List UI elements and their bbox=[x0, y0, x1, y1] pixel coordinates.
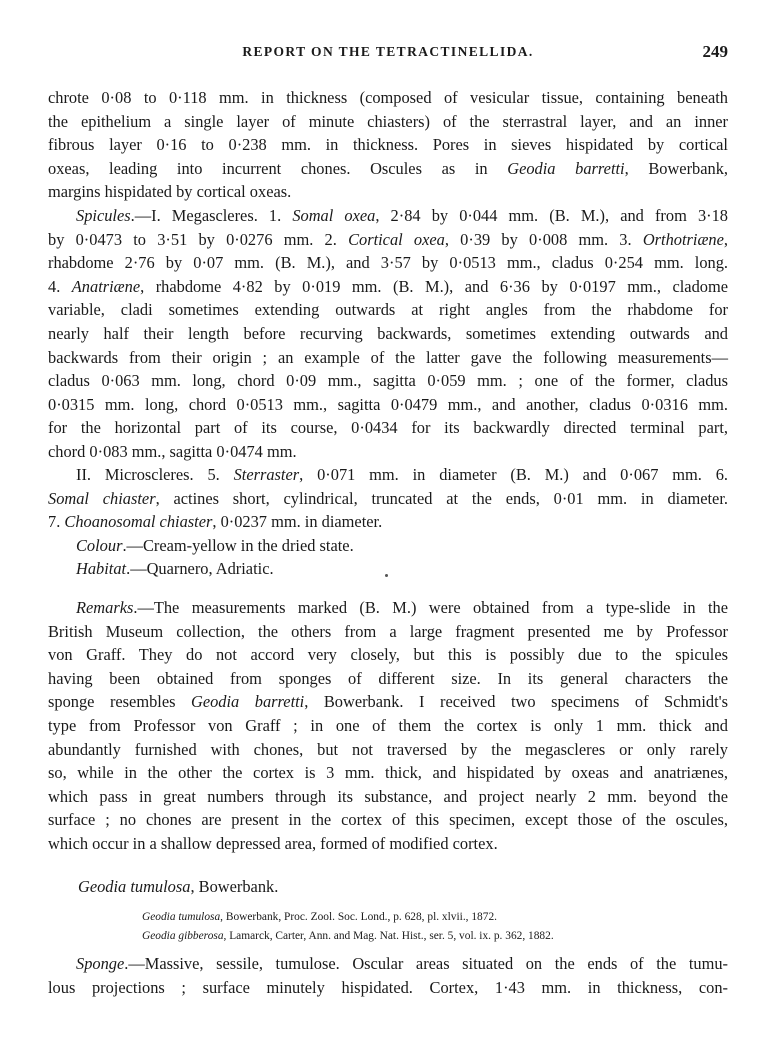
text-line: fibrous layer 0·16 to 0·238 mm. in thickness. Pores in sieves hispidated by cortical bbox=[48, 135, 728, 155]
spicule-name: Sterraster bbox=[233, 465, 300, 484]
text-line: British Museum collection, the others from a large fragment presented me by Professor bbox=[48, 621, 728, 641]
section-label: Habitat bbox=[76, 559, 127, 578]
text-line bbox=[48, 534, 728, 558]
text-line: the epithelium a single layer of minute chiasters) of the sterrastral layer, and an inner bbox=[48, 111, 728, 131]
synonymy-list bbox=[142, 908, 702, 945]
text-line: type from Professor von Graff ; in one of them the cortex is only 1 mm. thick and bbox=[48, 715, 728, 735]
paragraph-cortex-continued bbox=[48, 86, 728, 204]
taxon-name: Geodia barretti bbox=[191, 692, 305, 712]
text-line: surface ; no chones are present in the cortex of this specimen, except those of the oscules, bbox=[48, 810, 728, 830]
text-run: by 0·0473 to 3·51 by 0·0276 mm. 2. bbox=[48, 229, 349, 249]
synonym-entry bbox=[142, 908, 702, 927]
section-label: Spicules bbox=[76, 206, 131, 225]
text-run: , 0·0237 mm. in diameter. bbox=[212, 512, 383, 532]
text-run: , bbox=[723, 229, 728, 249]
spicule-name: Orthotriæne bbox=[642, 229, 724, 249]
paragraph-colour bbox=[48, 534, 728, 558]
spicule-name: Choanosomal chiaster bbox=[64, 512, 213, 532]
synonym-name: Geodia gibberosa bbox=[142, 929, 224, 942]
text-run: , rhabdome 4·82 by 0·019 mm. (B. M.), and 6·36 by 0·0197 mm., cladome bbox=[140, 276, 728, 296]
synonym-entry bbox=[142, 927, 702, 946]
text-run: 7. bbox=[48, 512, 65, 532]
text-run: , Bowerbank, bbox=[624, 158, 728, 178]
text-run: , Bowerbank. I received two specimens of Schmidt's bbox=[304, 692, 729, 712]
paragraph-spicules bbox=[48, 204, 728, 464]
text-line bbox=[48, 557, 728, 581]
text-run: II. Microscleres. 5. bbox=[76, 465, 234, 484]
spicule-name: Somal oxea bbox=[292, 206, 376, 225]
species-author: , Bowerbank. bbox=[190, 877, 279, 896]
text-line bbox=[48, 157, 728, 181]
spicule-name: Cortical oxea bbox=[348, 229, 445, 249]
paragraph-sponge bbox=[48, 952, 728, 999]
species-heading bbox=[78, 876, 278, 898]
text-line: having been obtained from sponges of different size. In its general characters the bbox=[48, 668, 728, 688]
text-run: .—Cream-yellow in the dried state. bbox=[122, 536, 354, 555]
text-line bbox=[48, 228, 728, 252]
running-title: REPORT ON THE TETRACTINELLIDA. bbox=[242, 44, 534, 59]
text-line bbox=[48, 204, 728, 228]
text-line bbox=[48, 275, 728, 299]
print-speck bbox=[385, 574, 388, 577]
text-line bbox=[48, 463, 728, 487]
text-line: rhabdome 2·76 by 0·07 mm. (B. M.), and 3·57 by 0·0513 mm., cladus 0·254 mm. long. bbox=[48, 253, 728, 273]
synonym-name: Geodia tumulosa bbox=[142, 911, 221, 923]
text-line: nearly half their length before recurving backwards, sometimes extending outwards and bbox=[48, 323, 728, 343]
text-run: , actines short, cylindrical, truncated at the ends, 0·01 mm. in diameter. bbox=[155, 488, 728, 508]
text-line: abundantly furnished with chones, but not traversed by the megascleres or only rarely bbox=[48, 739, 728, 759]
text-run: , 0·071 mm. in diameter (B. M.) and 0·067 mm. 6. bbox=[299, 465, 728, 484]
text-line: for the horizontal part of its course, 0·0434 for its backwardly directed terminal part, bbox=[48, 418, 728, 438]
text-line: 0·0315 mm. long, chord 0·0513 mm., sagitta 0·0479 mm., and another, cladus 0·0316 mm. bbox=[48, 394, 728, 414]
text-line: chrote 0·08 to 0·118 mm. in thickness (composed of vesicular tissue, containing beneath bbox=[48, 88, 728, 107]
section-label: Remarks bbox=[76, 598, 134, 617]
paragraph-microscleres bbox=[48, 463, 728, 534]
text-line bbox=[48, 690, 728, 714]
text-line: which occur in a shallow depressed area, formed of modified cortex. bbox=[48, 833, 498, 853]
text-line: lous projections ; surface minutely hispidated. Cortex, 1·43 mm. in thickness, con- bbox=[48, 977, 728, 997]
text-line: so, while in the other the cortex is 3 mm. thick, and hispidated by oxeas and anatriænes, bbox=[48, 763, 728, 783]
paragraph-habitat bbox=[48, 557, 728, 581]
text-run: .—I. Megascleres. 1. bbox=[130, 206, 293, 225]
text-line bbox=[48, 952, 728, 976]
synonym-citation: , Bowerbank, Proc. Zool. Soc. Lond., p. 628, pl. xlvii., 1872. bbox=[220, 911, 497, 923]
text-run: , 0·39 by 0·008 mm. 3. bbox=[444, 229, 643, 249]
text-line: von Graff. They do not accord very closely, but this is possibly due to the spicules bbox=[48, 645, 728, 665]
synonym-citation: , Lamarck, Carter, Ann. and Mag. Nat. Hist., ser. 5, vol. ix. p. 362, 1882. bbox=[223, 929, 554, 942]
text-line: backwards from their origin ; an example of the latter gave the following measurements— bbox=[48, 347, 728, 367]
section-label: Sponge bbox=[76, 954, 125, 973]
page-number: 249 bbox=[702, 42, 728, 61]
text-run: 4. bbox=[48, 276, 72, 296]
text-line: variable, cladi sometimes extending outwards at right angles from the rhabdome for bbox=[48, 300, 728, 320]
text-line: cladus 0·063 mm. long, chord 0·09 mm., sagitta 0·059 mm. ; one of the former, cladus bbox=[48, 371, 728, 391]
text-run: .—Massive, sessile, tumulose. Oscular areas situated on the ends of the tumu- bbox=[124, 954, 728, 973]
text-line bbox=[48, 510, 728, 534]
text-line bbox=[48, 487, 728, 511]
section-label: Colour bbox=[76, 536, 123, 555]
text-run: .—Quarnero, Adriatic. bbox=[126, 559, 274, 578]
text-line bbox=[48, 596, 728, 620]
spicule-name: Anatriæne bbox=[71, 276, 141, 296]
text-run: .—The measurements marked (B. M.) were obtained from a type-slide in the bbox=[133, 598, 728, 617]
text-line: chord 0·083 mm., sagitta 0·0474 mm. bbox=[48, 441, 297, 461]
page-header bbox=[48, 44, 728, 68]
text-run: , 2·84 by 0·044 mm. (B. M.), and from 3·18 bbox=[375, 206, 728, 225]
spicule-name: Somal chiaster bbox=[48, 488, 156, 508]
text-run: sponge resembles bbox=[48, 692, 191, 712]
text-line: margins hispidated by cortical oxeas. bbox=[48, 182, 292, 202]
paragraph-remarks bbox=[48, 596, 728, 856]
text-line: which pass in great numbers through its substance, and project nearly 2 mm. beyond the bbox=[48, 786, 728, 806]
text-run: oxeas, leading into incurrent chones. Oscules as in bbox=[48, 158, 508, 178]
species-name: Geodia tumulosa bbox=[78, 877, 191, 896]
taxon-name: Geodia barretti bbox=[507, 158, 625, 178]
